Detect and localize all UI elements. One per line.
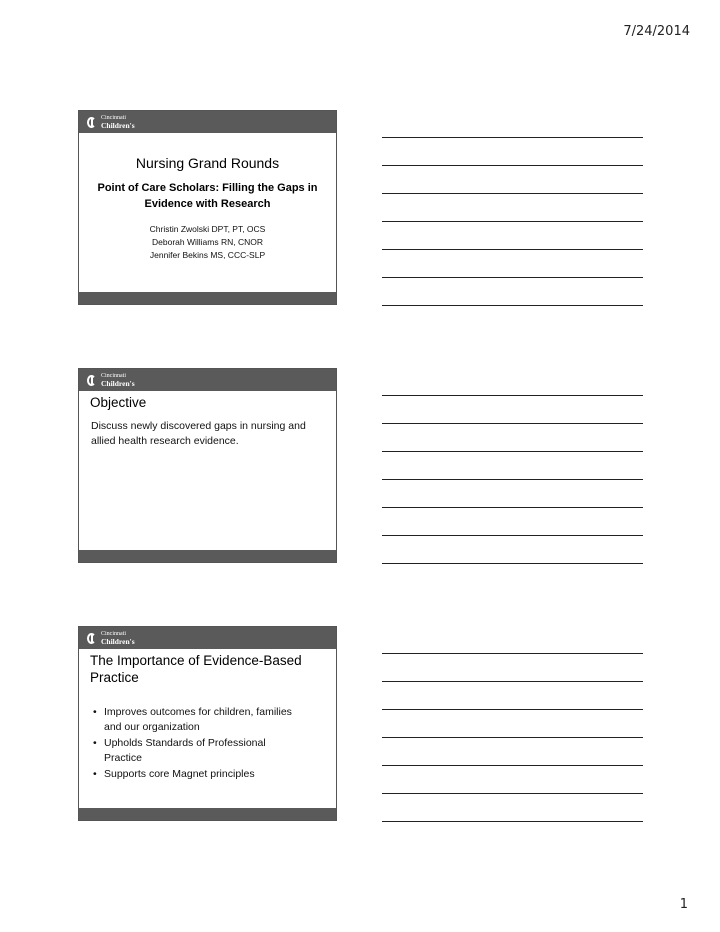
cincinnati-childrens-logo [87,630,135,646]
note-line [382,535,643,536]
note-line [382,793,643,794]
bullet-item: • Upholds Standards of Professional Practice [91,736,306,766]
slide-header-bar [79,111,336,133]
slide-thumbnail-3 [78,626,337,821]
slide-title: The Importance of Evidence-Based Practice [90,653,302,685]
author-list [79,223,336,262]
note-line [382,395,643,396]
print-date: 7/24/2014 [623,24,690,39]
slide-footer-bar [79,808,336,820]
logo-line-1: Cincinnati [101,631,126,637]
logo-line-1: Cincinnati [101,373,126,379]
note-line [382,451,643,452]
note-line [382,165,643,166]
logo-icon [87,632,98,645]
slide-subtitle: Point of Care Scholars: Filling the Gaps in Evidence with Research [97,182,318,210]
page-number: 1 [679,897,688,912]
author-name: Christin Zwolski DPT, PT, OCS [149,224,266,234]
note-line [382,653,643,654]
note-line [382,563,643,564]
note-line [382,277,643,278]
slide-thumbnail-1 [78,110,337,305]
note-line [382,507,643,508]
note-line [382,681,643,682]
note-line [382,479,643,480]
logo-line-2: Children's [101,121,135,130]
logo-line-1: Cincinnati [101,115,126,121]
cincinnati-childrens-logo [87,114,135,130]
slide-title: Objective [90,395,147,410]
note-line [382,305,643,306]
author-name: Jennifer Bekins MS, CCC-SLP [149,250,266,260]
logo-line-2: Children's [101,379,135,388]
slide-body-text: Discuss newly discovered gaps in nursing and allied health research evidence. [91,420,306,447]
note-line [382,137,643,138]
slide-title: Nursing Grand Rounds [135,155,280,171]
logo-icon [87,374,98,387]
logo-line-2: Children's [101,637,135,646]
note-line [382,709,643,710]
logo-icon [87,116,98,129]
slide-footer-bar [79,550,336,562]
note-line [382,423,643,424]
author-name: Deborah Williams RN, CNOR [152,237,263,247]
bullet-item: • Supports core Magnet principles [91,767,306,782]
slide-header-bar [79,369,336,391]
bullet-list [91,705,306,783]
note-line [382,249,643,250]
note-line [382,193,643,194]
note-line [382,765,643,766]
note-line [382,737,643,738]
slide-footer-bar [79,292,336,304]
bullet-item: • Improves outcomes for children, families and our organization [91,705,306,735]
note-line [382,821,643,822]
slide-header-bar [79,627,336,649]
cincinnati-childrens-logo [87,372,135,388]
slide-thumbnail-2 [78,368,337,563]
note-line [382,221,643,222]
